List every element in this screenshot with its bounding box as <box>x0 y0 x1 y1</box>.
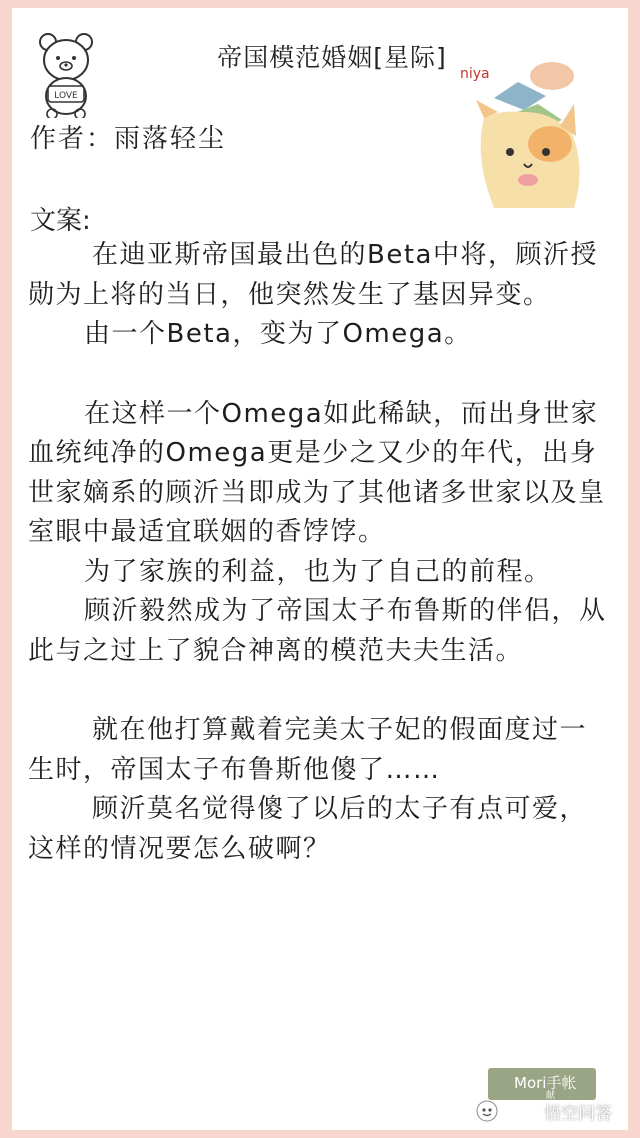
wukong-icon <box>476 1100 498 1122</box>
watermark-badge <box>488 1068 596 1100</box>
synopsis-paragraph: 就在他打算戴着完美太子妃的假面度过一生时，帝国太子布鲁斯他傻了…… <box>28 715 588 785</box>
page-title: 帝国模范婚姻[星际] <box>217 43 447 72</box>
synopsis-paragraph: 为了家族的利益，也为了自己的前程。 <box>84 556 552 587</box>
watermark-badge-sub: 献 <box>546 1091 556 1101</box>
synopsis-paragraph: 顾沂毅然成为了帝国太子布鲁斯的伴侣，从此与之过上了貌合神离的模范夫夫生活。 <box>28 596 607 666</box>
bear-love-icon <box>34 28 98 118</box>
synopsis-paragraph: 在迪亚斯帝国最出色的Beta中将，顾沂授勋为上将的当日，他突然发生了基因异变。 <box>28 240 598 310</box>
synopsis-paragraph: 由一个Beta，变为了Omega。 <box>84 319 472 349</box>
cat-label: niya <box>460 66 490 82</box>
synopsis-body <box>28 236 608 869</box>
watermark <box>474 1068 612 1124</box>
watermark-badge-text: Mori手帐 <box>514 1074 577 1092</box>
bear-badge-text: LOVE <box>54 91 78 101</box>
cat-with-fish-illustration <box>454 48 586 212</box>
watermark-brand: 悟空问答 <box>544 1104 612 1124</box>
author-line: 作者：雨落轻尘 <box>30 124 227 154</box>
synopsis-label: 文案: <box>30 206 91 236</box>
synopsis-paragraph: 在这样一个Omega如此稀缺，而出身世家血统纯净的Omega更是少之又少的年代，出身世家嫡系的顾沂当即成为了其他诸多世家以及皇室眼中最适宜联姻的香饽饽。 <box>28 398 606 547</box>
document-page <box>12 8 628 1130</box>
synopsis-paragraph: 顾沂莫名觉得傻了以后的太子有点可爱，这样的情况要怎么破啊？ <box>28 794 588 864</box>
